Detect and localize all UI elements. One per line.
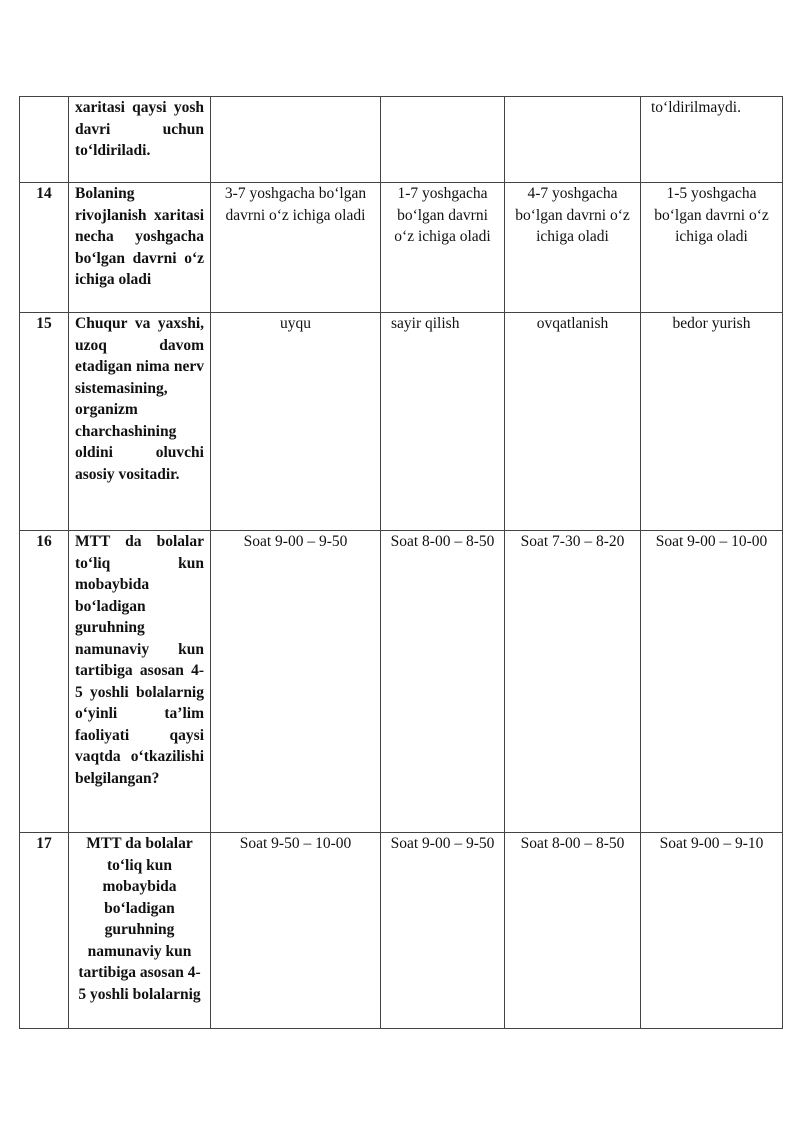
table-row	[20, 97, 783, 183]
option-b-cell: sayir qilish	[381, 313, 505, 531]
option-a-cell: uyqu	[211, 313, 381, 531]
row-number: 16	[20, 531, 69, 833]
row-number	[20, 97, 69, 183]
option-d-cell: to‘ldirilmaydi.	[641, 97, 783, 183]
option-d-cell: 1-5 yoshgacha bo‘lgan davrni o‘z ichiga oladi	[641, 183, 783, 313]
table-row	[20, 313, 783, 531]
quiz-table	[19, 96, 783, 1029]
option-d-cell: Soat 9-00 – 9-10	[641, 833, 783, 1029]
option-b-cell: 1-7 yoshgacha bo‘lgan davrni o‘z ichiga oladi	[381, 183, 505, 313]
table-row	[20, 833, 783, 1029]
option-c-cell: ovqatlanish	[505, 313, 641, 531]
option-d-cell: bedor yurish	[641, 313, 783, 531]
question-cell: Chuqur va yaxshi, uzoq davom etadigan nima nerv sistemasining, organizm charchashining oldini oluvchi asosiy vositadir.	[69, 313, 211, 531]
option-c-cell	[505, 97, 641, 183]
option-a-cell: Soat 9-00 – 9-50	[211, 531, 381, 833]
row-number: 15	[20, 313, 69, 531]
option-c-cell: Soat 7-30 – 8-20	[505, 531, 641, 833]
question-cell: MTT da bolalar to‘liq kun mobaybida bo‘ladigan guruhning namunaviy kun tartibiga asosan 4-5 yoshli bolalarnig o‘yinli ta’lim faoliyati qaysi vaqtda o‘tkazilishi belgilangan?	[69, 531, 211, 833]
row-number: 14	[20, 183, 69, 313]
option-a-cell: 3-7 yoshgacha bo‘lgan davrni o‘z ichiga oladi	[211, 183, 381, 313]
question-cell: xaritasi qaysi yosh davri uchun to‘ldiriladi.	[69, 97, 211, 183]
question-cell: Bolaning rivojlanish xaritasi necha yoshgacha bo‘lgan davrni o‘z ichiga oladi	[69, 183, 211, 313]
option-c-cell: 4-7 yoshgacha bo‘lgan davrni o‘z ichiga oladi	[505, 183, 641, 313]
option-d-cell: Soat 9-00 – 10-00	[641, 531, 783, 833]
option-b-cell: Soat 8-00 – 8-50	[381, 531, 505, 833]
option-b-cell: Soat 9-00 – 9-50	[381, 833, 505, 1029]
option-a-cell	[211, 97, 381, 183]
option-c-cell: Soat 8-00 – 8-50	[505, 833, 641, 1029]
question-cell: MTT da bolalar to‘liq kun mobaybida bo‘ladigan guruhning namunaviy kun tartibiga asosan 4-5 yoshli bolalarnig	[69, 833, 211, 1029]
table-row	[20, 531, 783, 833]
row-number: 17	[20, 833, 69, 1029]
option-a-cell: Soat 9-50 – 10-00	[211, 833, 381, 1029]
option-b-cell	[381, 97, 505, 183]
table-row	[20, 183, 783, 313]
